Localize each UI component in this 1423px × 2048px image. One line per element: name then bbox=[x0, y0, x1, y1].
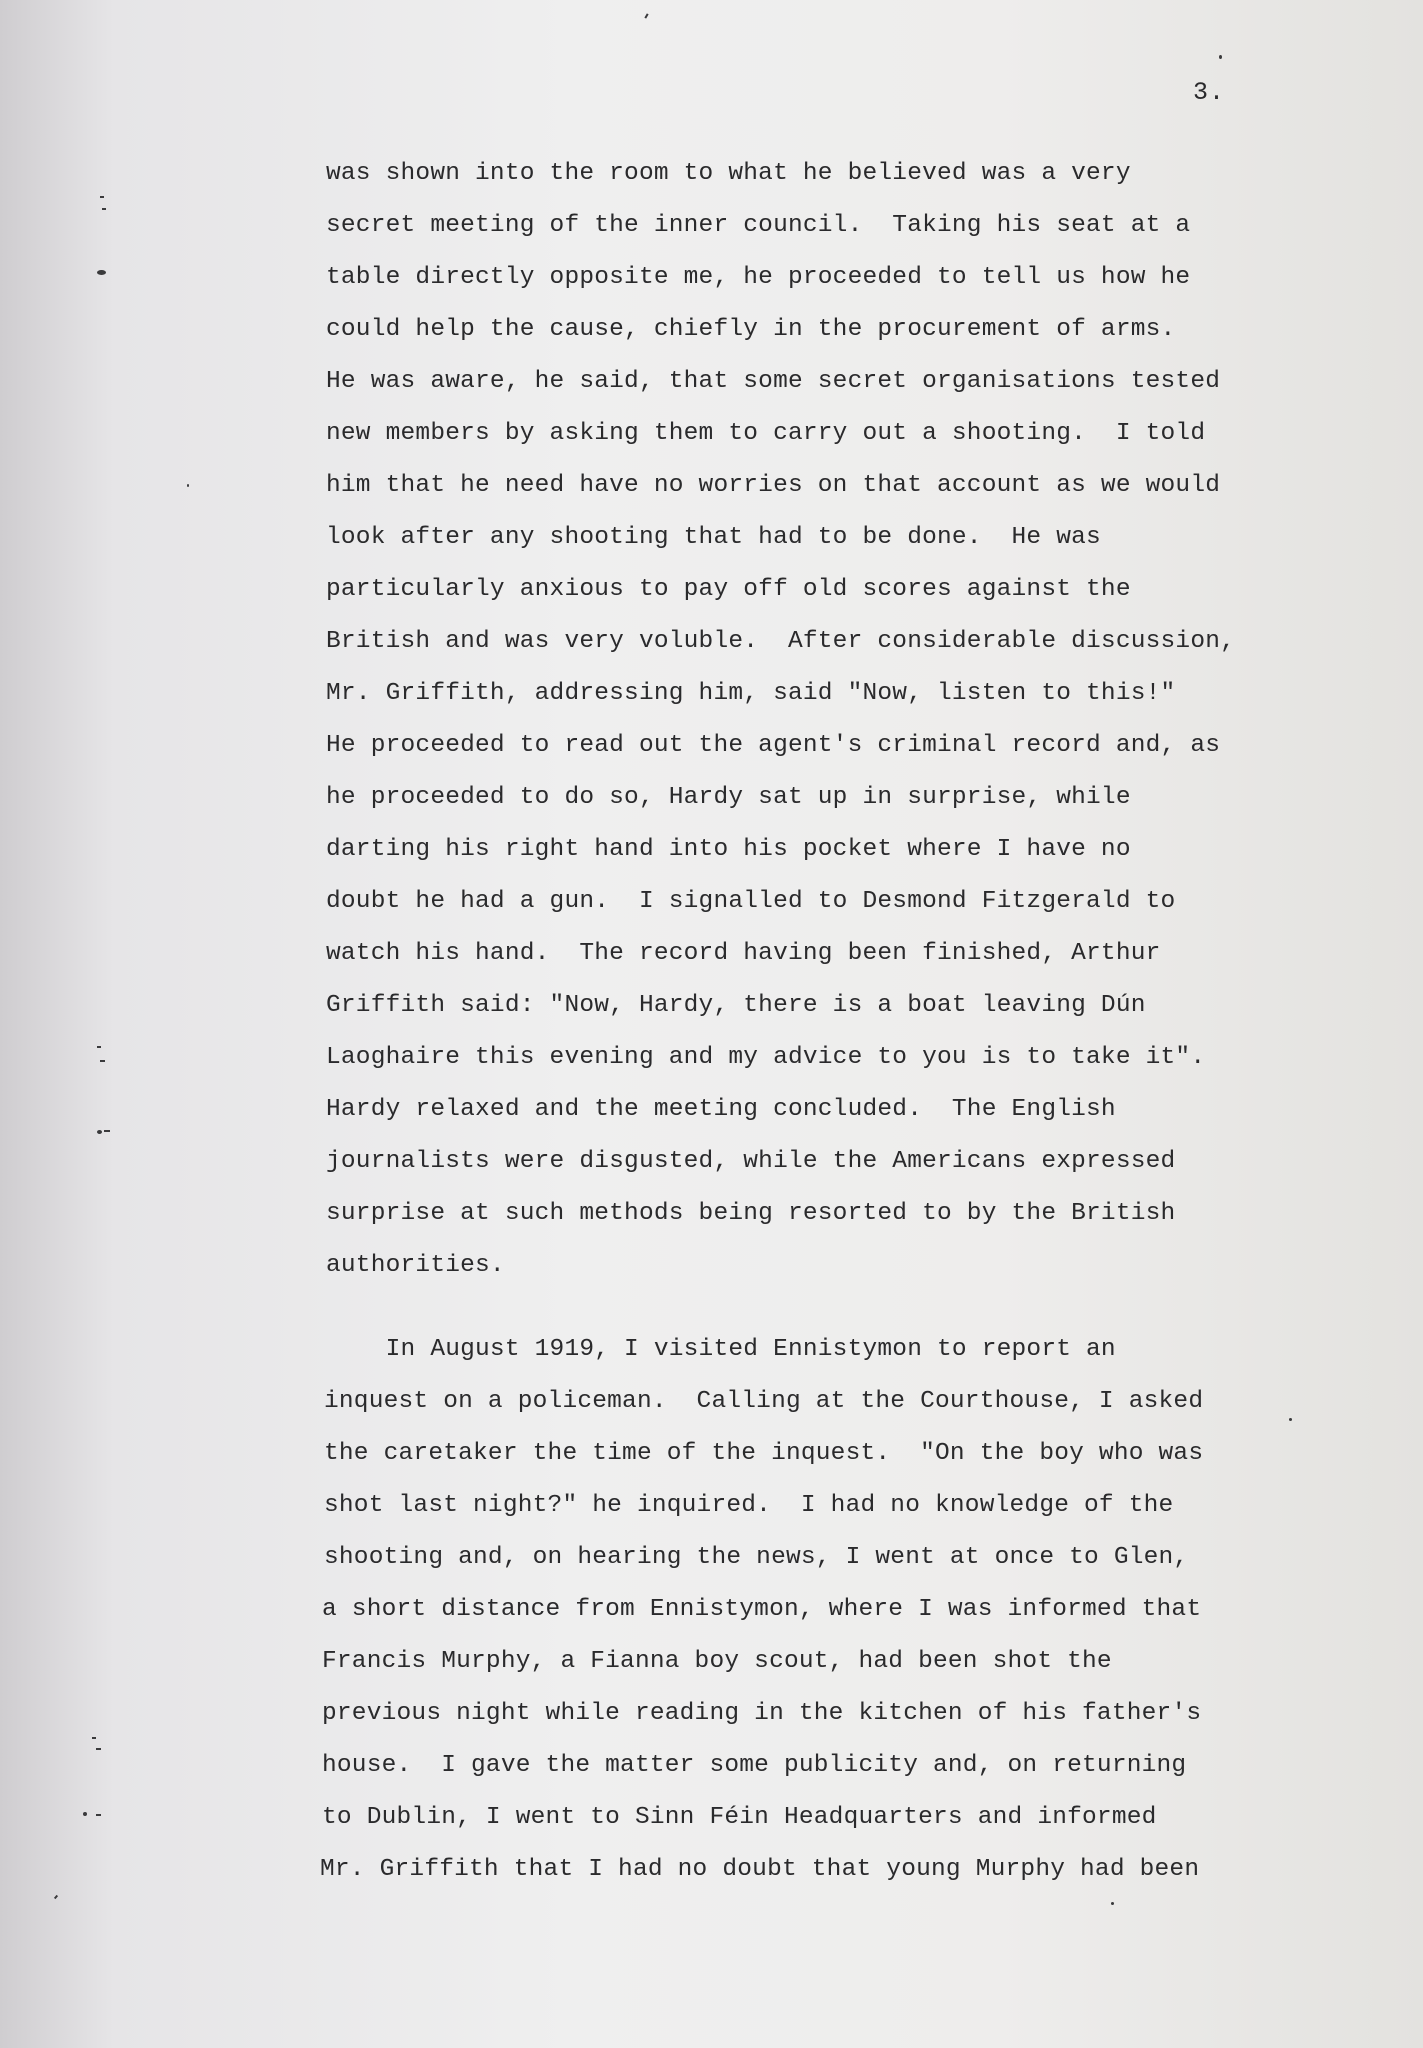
text-line: Mr. Griffith, addressing him, said "Now, listen to this!" bbox=[326, 680, 1176, 707]
page-speck bbox=[187, 484, 189, 487]
margin-speck bbox=[100, 1060, 105, 1062]
text-line: He proceeded to read out the agent's criminal record and, as bbox=[326, 732, 1221, 759]
text-line: journalists were disgusted, while the Americans expressed bbox=[326, 1148, 1176, 1175]
text-line: doubt he had a gun. I signalled to Desmond Fitzgerald to bbox=[326, 888, 1176, 915]
page-speck bbox=[1289, 1418, 1292, 1421]
text-line: was shown into the room to what he believed was a very bbox=[326, 160, 1131, 187]
margin-speck bbox=[54, 1895, 58, 1899]
text-line: In August 1919, I visited Ennistymon to report an bbox=[326, 1336, 1116, 1363]
text-line: Francis Murphy, a Fianna boy scout, had been shot the bbox=[322, 1648, 1112, 1675]
text-line: Laoghaire this evening and my advice to you is to take it". bbox=[326, 1044, 1206, 1071]
page-speck bbox=[1219, 55, 1222, 59]
text-line: particularly anxious to pay off old scores against the bbox=[326, 576, 1131, 603]
text-line: British and was very voluble. After considerable discussion, bbox=[326, 628, 1236, 655]
text-line: previous night while reading in the kitchen of his father's bbox=[322, 1700, 1202, 1727]
text-line: him that he need have no worries on that account as we would bbox=[326, 472, 1221, 499]
text-line: shooting and, on hearing the news, I went at once to Glen, bbox=[324, 1544, 1189, 1571]
text-line: secret meeting of the inner council. Taking his seat at a bbox=[326, 212, 1191, 239]
text-line: table directly opposite me, he proceeded to tell us how he bbox=[326, 264, 1191, 291]
text-line: watch his hand. The record having been finished, Arthur bbox=[326, 940, 1161, 967]
text-line: surprise at such methods being resorted to by the British bbox=[326, 1200, 1176, 1227]
page-speck bbox=[1111, 1902, 1114, 1905]
text-line: could help the cause, chiefly in the procurement of arms. bbox=[326, 316, 1176, 343]
page-speck bbox=[644, 13, 648, 18]
margin-speck bbox=[83, 1812, 87, 1816]
text-line: the caretaker the time of the inquest. "On the boy who was bbox=[324, 1440, 1204, 1467]
text-line: shot last night?" he inquired. I had no knowledge of the bbox=[324, 1492, 1174, 1519]
margin-speck bbox=[96, 1748, 101, 1750]
text-line: look after any shooting that had to be done. He was bbox=[326, 524, 1101, 551]
text-line: He was aware, he said, that some secret organisations tested bbox=[326, 368, 1221, 395]
margin-speck bbox=[104, 1130, 110, 1132]
margin-speck bbox=[97, 1130, 102, 1134]
text-line: darting his right hand into his pocket where I have no bbox=[326, 836, 1131, 863]
margin-speck bbox=[97, 270, 106, 275]
margin-speck bbox=[97, 1046, 101, 1048]
margin-speck bbox=[102, 208, 106, 210]
text-line: Griffith said: "Now, Hardy, there is a boat leaving Dún bbox=[326, 992, 1146, 1019]
text-line: Hardy relaxed and the meeting concluded. The English bbox=[326, 1096, 1116, 1123]
page-number: 3. bbox=[1193, 78, 1226, 107]
text-line: to Dublin, I went to Sinn Féin Headquarters and informed bbox=[322, 1804, 1157, 1831]
text-line: inquest on a policeman. Calling at the Courthouse, I asked bbox=[324, 1388, 1204, 1415]
margin-speck bbox=[92, 1737, 96, 1739]
margin-speck bbox=[96, 1814, 101, 1816]
text-line: new members by asking them to carry out a shooting. I told bbox=[326, 420, 1206, 447]
text-line: authorities. bbox=[326, 1252, 505, 1279]
text-line: Mr. Griffith that I had no doubt that young Murphy had been bbox=[320, 1856, 1200, 1883]
text-line: a short distance from Ennistymon, where I was informed that bbox=[322, 1596, 1202, 1623]
text-line: he proceeded to do so, Hardy sat up in surprise, while bbox=[326, 784, 1131, 811]
text-line: house. I gave the matter some publicity and, on returning bbox=[322, 1752, 1187, 1779]
margin-speck bbox=[100, 196, 104, 198]
